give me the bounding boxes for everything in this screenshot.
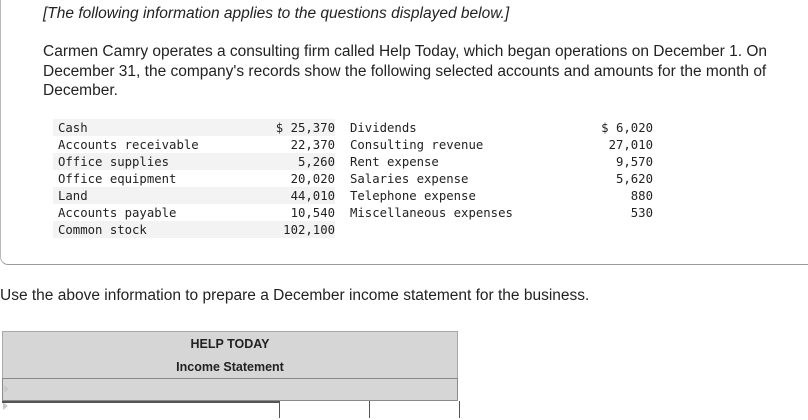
- account-name: Land: [53, 187, 265, 204]
- column-gap: [335, 153, 350, 170]
- instruction-text: Use the above information to prepare a December income statement for the business.: [0, 287, 590, 304]
- account-amount: 10,540: [290, 205, 335, 220]
- account-name: Office equipment: [58, 171, 177, 186]
- account-amount: 5,260: [265, 153, 335, 170]
- statement-row-label-input[interactable]: [2, 401, 279, 420]
- income-statement-form: [2, 331, 458, 418]
- column-gap: [335, 187, 350, 204]
- statement-row-amount-input[interactable]: [279, 401, 370, 418]
- account-row: [53, 187, 653, 204]
- account-name: [350, 221, 580, 238]
- account-row: [53, 119, 653, 136]
- account-name: Salaries expense: [350, 171, 469, 186]
- account-amount: $ 25,370: [265, 119, 335, 136]
- account-amount: 102,100: [265, 221, 335, 238]
- statement-period-input[interactable]: [2, 378, 458, 401]
- account-row: [53, 153, 653, 170]
- row-marker-icon: [4, 385, 9, 393]
- company-name: HELP TODAY: [190, 337, 270, 351]
- account-amount: 5,620: [615, 171, 653, 186]
- statement-row: [2, 401, 458, 418]
- account-name: Common stock: [53, 221, 265, 238]
- accounts-table: [53, 119, 653, 238]
- account-name: Consulting revenue: [350, 137, 484, 152]
- account-name: Dividends: [350, 120, 417, 135]
- intro-note: [The following information applies to the questions displayed below.]: [43, 5, 510, 22]
- account-amount: [580, 221, 653, 238]
- account-row: [53, 170, 653, 187]
- account-amount: 9,570: [615, 154, 653, 169]
- account-amount: 27,010: [608, 137, 653, 152]
- account-amount: $ 6,020: [601, 120, 653, 135]
- statement-row-total-input[interactable]: [369, 401, 460, 418]
- account-row: [53, 204, 653, 221]
- column-gap: [335, 221, 350, 238]
- column-gap: [335, 204, 350, 221]
- account-amount: 530: [630, 205, 653, 220]
- account-name: Cash: [53, 119, 265, 136]
- account-row: [53, 221, 653, 238]
- statement-header: [2, 331, 458, 379]
- account-name: Miscellaneous expenses: [350, 205, 513, 220]
- account-amount: 20,020: [290, 171, 335, 186]
- account-name: Office supplies: [53, 153, 265, 170]
- account-amount: 44,010: [265, 187, 335, 204]
- statement-title: Income Statement: [176, 360, 284, 374]
- column-gap: [335, 136, 350, 153]
- account-amount: 22,370: [290, 137, 335, 152]
- intro-paragraph: Carmen Camry operates a consulting firm called Help Today, which began operations on December 1. On December 31, the company's records show the following selected accounts and amounts for the month of December.: [43, 43, 767, 99]
- account-amount: 880: [630, 188, 653, 203]
- account-name: Telephone expense: [350, 188, 476, 203]
- account-name: Rent expense: [350, 154, 439, 169]
- account-name: Accounts payable: [58, 205, 177, 220]
- column-gap: [335, 119, 350, 136]
- account-row: [53, 136, 653, 153]
- column-gap: [335, 170, 350, 187]
- account-name: Accounts receivable: [58, 137, 199, 152]
